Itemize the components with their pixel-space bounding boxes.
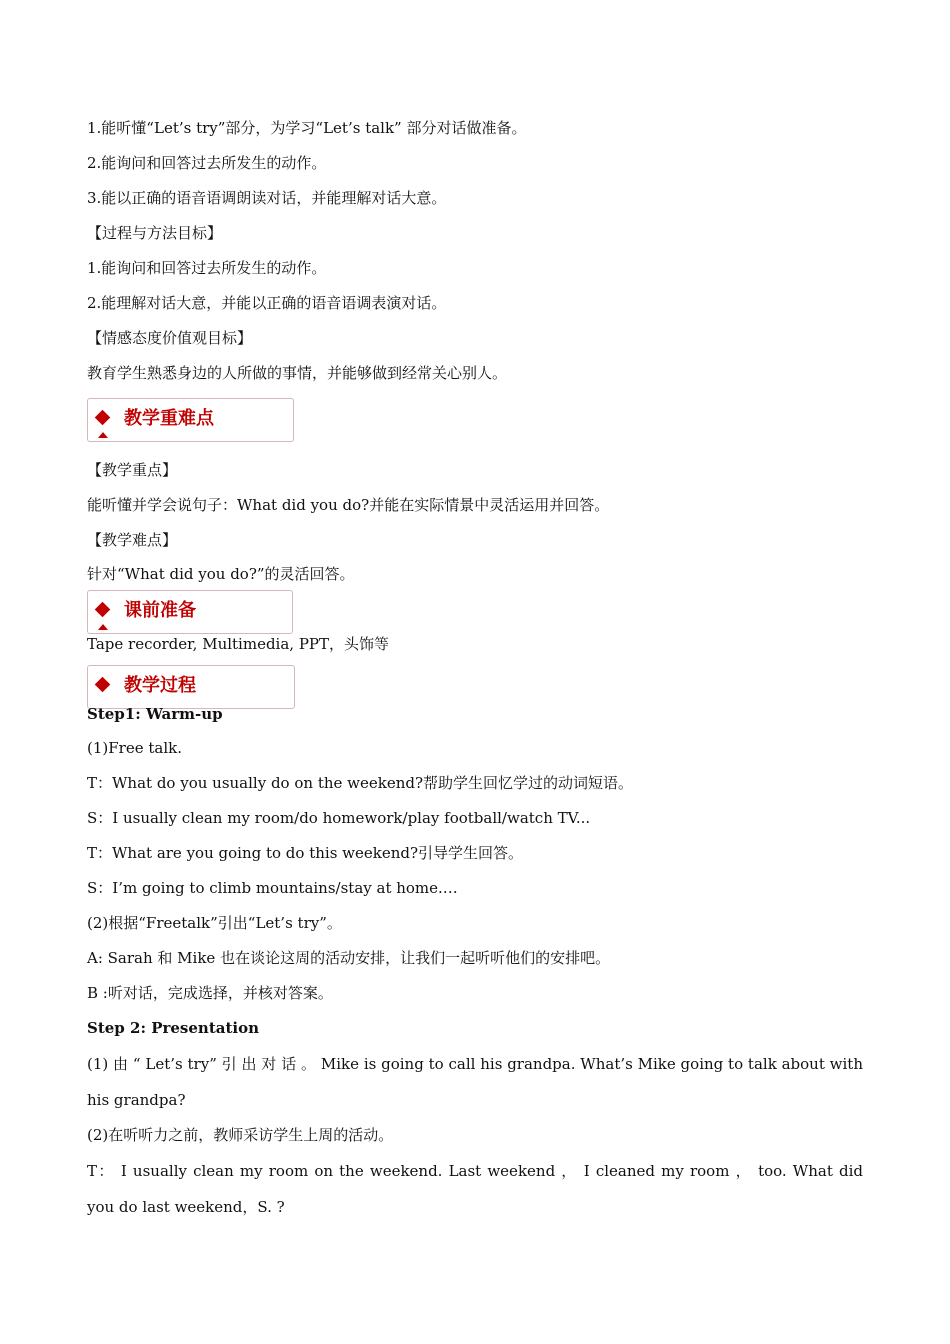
step2-line-2: (2)在听听力之前，教师采访学生上周的活动。 [87,1126,394,1144]
section-heading-preparation [87,590,293,634]
attitude-goal-title: 【情感态度价值观目标】 [87,329,253,347]
key-point-title: 【教学重点】 [87,461,178,479]
section-heading-process [87,665,295,709]
diamond-icon [95,677,111,693]
difficulty-title: 【教学难点】 [87,531,178,549]
section-heading-label: 教学重难点 [124,408,214,429]
step2-paragraph-3: T： I usually clean my room on the weekend. Last weekend ， I cleaned my room ， too. What did you do last weekend，S. ? [87,1162,863,1216]
objective-line-2: 2.能询问和回答过去所发生的动作。 [87,154,327,172]
step1-line: S：I usually clean my room/do homework/play football/watch TV... [87,809,591,827]
section-heading-key-points [87,398,294,442]
step1-line: B :听对话，完成选择，并核对答案。 [87,984,333,1002]
heading-tail-icon [98,624,108,630]
diamond-icon [95,602,111,618]
objective-line-1: 1.能听懂“Let’s try”部分，为学习“Let’s talk” 部分对话做准备。 [87,119,527,137]
key-point-text: 能听懂并学会说句子：What did you do?并能在实际情景中灵活运用并回答。 [87,496,610,514]
diamond-icon [95,410,111,426]
process-goal-line-2: 2.能理解对话大意，并能以正确的语音语调表演对话。 [87,294,447,312]
step1-line: (1)Free talk. [87,739,182,757]
step1-line: T：What are you going to do this weekend?引导学生回答。 [87,844,524,862]
step1-line: A: Sarah 和 Mike 也在谈论这周的活动安排，让我们一起听听他们的安排吧。 [87,949,611,967]
section-heading-label: 教学过程 [124,675,196,696]
heading-tail-icon [98,432,108,438]
difficulty-text: 针对“What did you do?”的灵活回答。 [87,565,355,583]
step2-title: Step 2: Presentation [87,1019,260,1037]
attitude-goal-text: 教育学生熟悉身边的人所做的事情，并能够做到经常关心别人。 [87,364,508,382]
step2-paragraph-1: (1) 由 “ Let’s try” 引 出 对 话 。 Mike is going to call his grandpa. What’s Mike going to talk about with his grandpa? [87,1055,863,1109]
step1-line: S：I’m going to climb mountains/stay at home.… [87,879,458,897]
process-goal-line-1: 1.能询问和回答过去所发生的动作。 [87,259,327,277]
step1-title: Step1: Warm-up [87,705,223,723]
process-goal-title: 【过程与方法目标】 [87,224,223,242]
section-heading-label: 课前准备 [124,600,196,621]
objective-line-3: 3.能以正确的语音语调朗读对话，并能理解对话大意。 [87,189,447,207]
step1-line: (2)根据“Freetalk”引出“Let’s try”。 [87,914,342,932]
preparation-text: Tape recorder, Multimedia, PPT，头饰等 [87,635,390,653]
step1-line: T：What do you usually do on the weekend?帮助学生回忆学过的动词短语。 [87,774,634,792]
